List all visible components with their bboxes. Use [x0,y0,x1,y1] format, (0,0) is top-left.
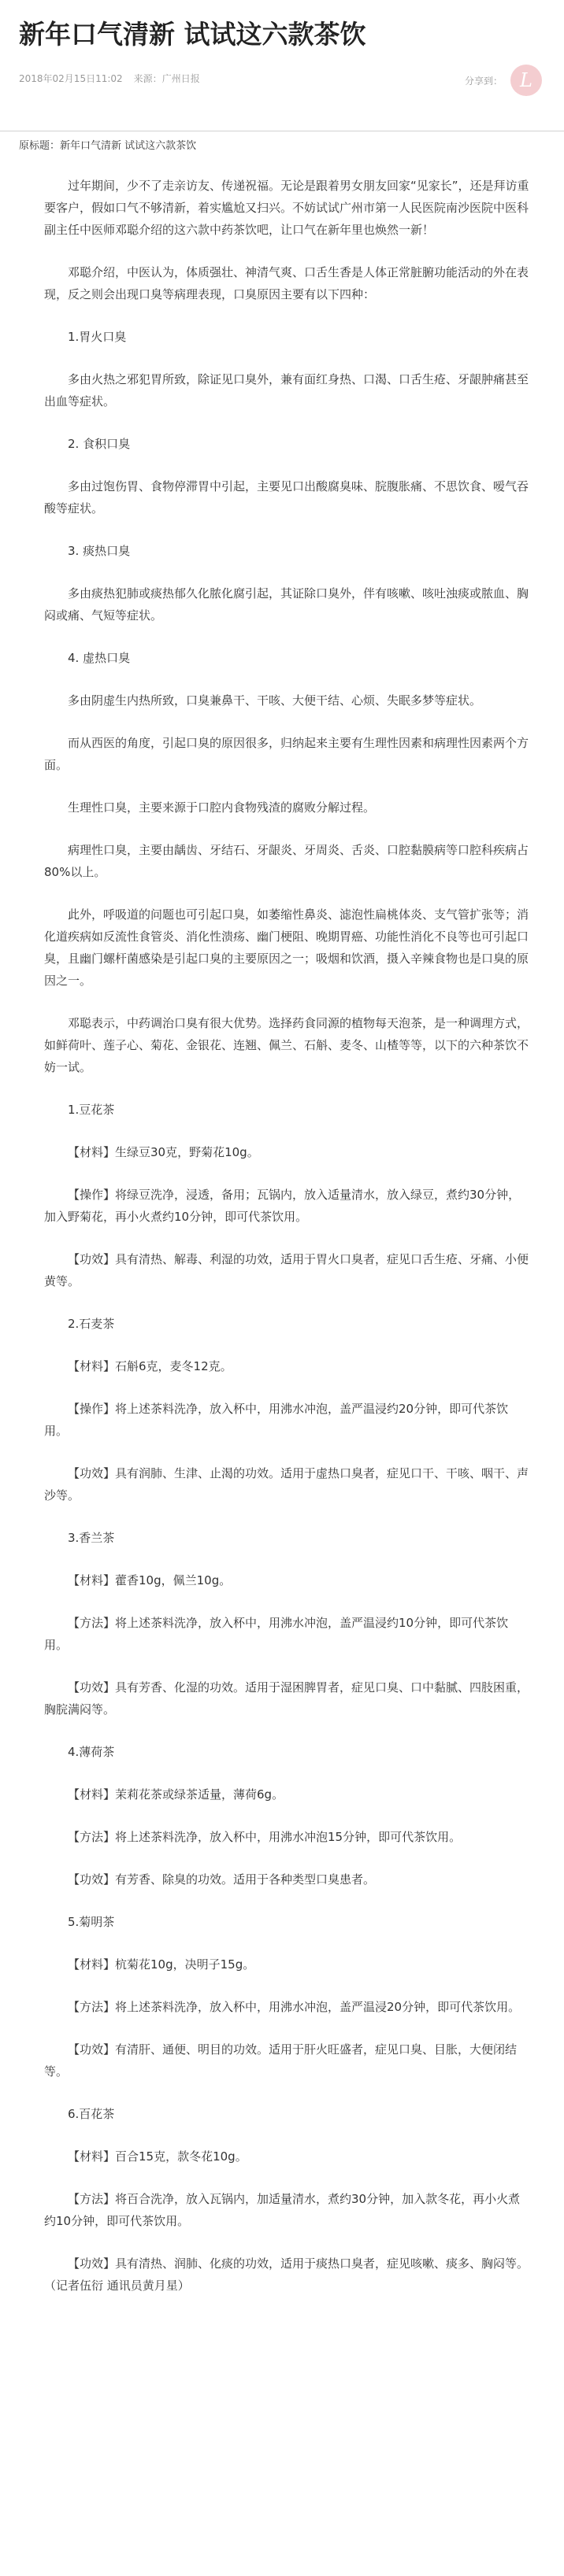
article-paragraph: 【材料】百合15克，款冬花10g。 [68,2149,247,2164]
article-paragraph: 【功效】具有润肺、生津、止渴的功效。适用于虚热口臭者，症见口干、干咳、咽干、声沙等。 [44,1466,529,1502]
article-paragraph: 2. 食积口臭 [68,437,131,451]
article-header [0,0,564,131]
source-label: 来源： [133,73,162,84]
article-paragraph: 【功效】具有清热、润肺、化痰的功效，适用于痰热口臭者，症见咳嗽、痰多、胸闷等。（记者伍衍 通讯员黄月星） [44,2256,529,2293]
article-paragraph: 【方法】将上述茶料洗净，放入杯中，用沸水冲泡，盖严温浸约10分钟，即可代茶饮用。 [44,1616,509,1652]
share-label: 分享到： [464,75,503,87]
article-paragraph: 【方法】将百合洗净，放入瓦锅内，加适量清水，煮约30分钟，加入款冬花，再小火煮约10分钟，即可代茶饮用。 [44,2192,521,2228]
article-paragraph: 【材料】杭菊花10g，决明子15g。 [68,1957,255,1972]
article-paragraph: 而从西医的角度，引起口臭的原因很多，归纳起来主要有生理性因素和病理性因素两个方面。 [44,736,529,772]
article-paragraph: 【功效】有清肝、通便、明目的功效。适用于肝火旺盛者，症见口臭、目胀，大便闭结等。 [44,2042,518,2079]
original-title: 原标题：新年口气清新 试试这六款茶饮 [19,140,197,152]
article-paragraph: 1.豆花茶 [68,1103,115,1117]
article-paragraph: 过年期间，少不了走亲访友、传递祝福。无论是跟着男女朋友回家“见家长”，还是拜访重要客户，假如口气不够清新，着实尴尬又扫兴。不妨试试广州市第一人民医院南沙医院中医科副主任中医师邓聪介绍的这六款中药茶饮吧，让口气在新年里也焕然一新！ [44,179,529,237]
article-paragraph: 生理性口臭，主要来源于口腔内食物残渣的腐败分解过程。 [68,800,376,815]
article-paragraph: 【方法】将上述茶料洗净，放入杯中，用沸水冲泡15分钟，即可代茶饮用。 [68,1830,462,1844]
publish-date: 2018年02月15日11:02 [19,73,123,84]
article-paragraph: 5.菊明茶 [68,1915,115,1929]
article-meta [19,72,200,86]
article-paragraph: 1.胃火口臭 [68,330,127,344]
article-paragraph: 多由阴虚生内热所致，口臭兼鼻干、干咳、大便干结、心烦、失眠多梦等症状。 [68,693,482,708]
page-title: 新年口气清新 试试这六款茶饮 [19,19,366,50]
share-bar [465,65,542,96]
article-paragraph: 【材料】生绿豆30克，野菊花10g。 [68,1145,259,1159]
article-paragraph: 3. 痰热口臭 [68,544,131,558]
source-name: 广州日报 [161,73,200,84]
article-paragraph: 【材料】茉莉花茶或绿茶适量，薄荷6g。 [68,1787,284,1802]
article-paragraph: 【方法】将上述茶料洗净，放入杯中，用沸水冲泡，盖严温浸20分钟，即可代茶饮用。 [68,2000,521,2014]
article-paragraph: 病理性口臭，主要由龋齿、牙结石、牙龈炎、牙周炎、舌炎、口腔黏膜病等口腔科疾病占80%以上。 [44,843,529,879]
circle-logo-icon[interactable]: L [510,65,542,96]
article-paragraph: 【材料】藿香10g，佩兰10g。 [68,1573,232,1587]
article-paragraph: 【功效】具有芳香、化湿的功效。适用于湿困脾胃者，症见口臭、口中黏腻、四肢困重，胸脘满闷等。 [44,1680,529,1717]
article-paragraph: 【功效】有芳香、除臭的功效。适用于各种类型口臭患者。 [68,1872,376,1887]
article-paragraph: 【操作】将上述茶料洗净，放入杯中，用沸水冲泡，盖严温浸约20分钟，即可代茶饮用。 [44,1402,509,1438]
article-paragraph: 【材料】石斛6克，麦冬12克。 [68,1359,232,1373]
article-paragraph: 邓聪表示，中药调治口臭有很大优势。选择药食同源的植物每天泡茶，是一种调理方式，如鲜荷叶、莲子心、菊花、金银花、连翘、佩兰、石斛、麦冬、山楂等等，以下的六种茶饮不妨一试。 [44,1016,529,1074]
article-paragraph: 【功效】具有清热、解毒、利湿的功效，适用于胃火口臭者，症见口舌生疮、牙痛、小便黄等。 [44,1252,529,1288]
article-paragraph: 2.石麦茶 [68,1317,115,1331]
article-paragraph: 邓聪介绍，中医认为，体质强壮、神清气爽、口舌生香是人体正常脏腑功能活动的外在表现，反之则会出现口臭等病理表现，口臭原因主要有以下四种： [44,265,529,301]
article-body [44,175,531,2317]
article-paragraph: 4.薄荷茶 [68,1745,115,1759]
article-paragraph: 此外，呼吸道的问题也可引起口臭，如萎缩性鼻炎、滤泡性扁桃体炎、支气管扩张等；消化道疾病如反流性食管炎、消化性溃疡、幽门梗阻、晚期胃癌、功能性消化不良等也可引起口臭，且幽门螺杆菌感染是引起口臭的主要原因之一；吸烟和饮酒，摄入辛辣食物也是口臭的原因之一。 [44,907,529,988]
article-paragraph: 3.香兰茶 [68,1531,115,1545]
article-paragraph: 4. 虚热口臭 [68,651,131,665]
article-paragraph: 多由过饱伤胃、食物停滞胃中引起，主要见口出酸腐臭味、脘腹胀痛、不思饮食、嗳气吞酸等症状。 [44,479,529,516]
article-paragraph: 多由火热之邪犯胃所致，除证见口臭外，兼有面红身热、口渴、口舌生疮、牙龈肿痛甚至出血等症状。 [44,372,529,408]
article-paragraph: 多由痰热犯肺或痰热郁久化脓化腐引起，其证除口臭外，伴有咳嗽、咳吐浊痰或脓血、胸闷或痛、气短等症状。 [44,586,529,623]
article-paragraph: 【操作】将绿豆洗净，浸透，备用；瓦锅内，放入适量清水，放入绿豆，煮约30分钟，加入野菊花，再小火煮约10分钟，即可代茶饮用。 [44,1188,521,1224]
article-paragraph: 6.百花茶 [68,2107,115,2121]
